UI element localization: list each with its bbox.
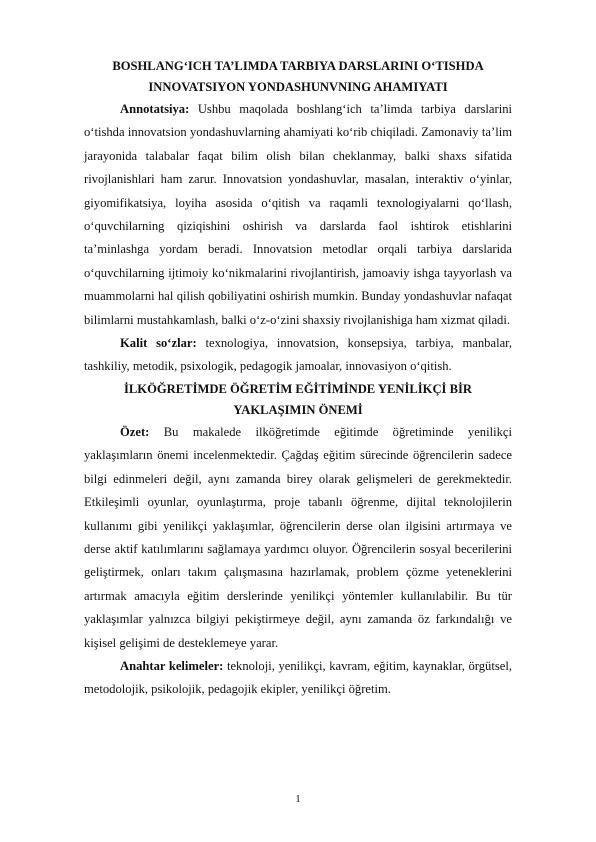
uzbek-keywords-text: texnologiya, innovatsion, konsepsiya, tarbiya, manbalar, tashkiliy, metodik, psixologik, pedagogik jamoalar, innovasiyon o‘qitish.	[84, 336, 512, 374]
uzbek-keywords	[84, 332, 512, 379]
uzbek-title: BOSHLANG‘ICH TA’LIMDA TARBIYA DARSLARINI O‘TISHDA INNOVATSIYON YONDASHUNVNING AHAMIYATI	[112, 59, 484, 94]
turkish-abstract	[84, 421, 512, 655]
uzbek-abstract	[84, 98, 512, 332]
turkish-abstract-text: Bu makalede ilköğretimde eğitimde öğretiminde yenilikçi yaklaşımların önemi incelenmektedir. Çağdaş eğitim sürecinde öğrencilerin sadece bilgi edinmeleri değil, aynı zamanda birey olarak gelişmeleri de gerekmektedir. Etkileşimli oyunlar, oyunlaştırma, proje tabanlı öğrenme, dijital teknolojilerin kullanımı gibi yenilikçi yaklaşımlar, öğrencilerin derse olan ilgisini artırmaya ve derse aktif katılımlarını sağlamaya yardımcı oluyor. Öğrencilerin sosyal becerilerini geliştirmek, onları takım çalışmasına hazırlamak, problem çözme yeteneklerini artırmak amacıyla eğitim derslerinde yenilikçi yöntemler kullanılabilir. Bu tür yaklaşımlar yalnızca bilgiyi pekiştirmeye değil, aynı zamanda öz farkındalığı ve kişisel gelişimi de desteklemeye yarar.	[84, 424, 512, 650]
uzbek-abstract-label: Annotatsiya:	[120, 102, 190, 116]
paper-page	[84, 56, 512, 702]
turkish-abstract-label: Özet:	[120, 424, 150, 439]
turkish-title: İLKÖĞRETİMDE ÖĞRETİM EĞİTİMİNDE YENİLİKÇİ BİR YAKLAŞIMIN ÖNEMİ	[123, 381, 473, 417]
page-number: 1	[295, 793, 301, 805]
turkish-keywords-text: teknoloji, yenilikçi, kavram, eğitim, kaynaklar, örgütsel, metodolojik, psikolojik, pedagojik ekipler, yenilikçi öğretim.	[84, 658, 512, 697]
turkish-keywords	[84, 655, 512, 702]
uzbek-keywords-label: Kalit so‘zlar:	[120, 336, 197, 351]
uzbek-abstract-text: Ushbu maqolada boshlang‘ich ta’limda tarbiya darslarini o‘tishda innovatsion yondashuvlarning ahamiyati ko‘rib chiqiladi. Zamonaviy ta’lim jarayonida talabalar faqat bilim olish bilan cheklanmay, balki shaxs sifatida rivojlanishlari ham zarur. Innovatsion yondashuvlar, masalan, interaktiv o‘yinlar, giyomifikatsiya, loyiha asosida o‘qitish va raqamli texnologiyalarni qo‘llash, o‘quvchilarning qiziqishini oshirish va darslarda faol ishtirok etishlarini ta’minlashga yordam beradi. Innovatsion metodlar orqali tarbiya darslarida o‘quvchilarning ijtimoiy ko‘nikmalarini rivojlantirish, jamoaviy ishga tayyorlash va muammolarni hal qilish qobiliyatini oshirish mumkin. Bunday yondashuvlar nafaqat bilimlarni mustahkamlash, balki o‘z-o‘zini shaxsiy rivojlanishiga ham xizmat qiladi.	[84, 102, 512, 327]
turkish-keywords-label: Anahtar kelimeler:	[120, 658, 224, 673]
